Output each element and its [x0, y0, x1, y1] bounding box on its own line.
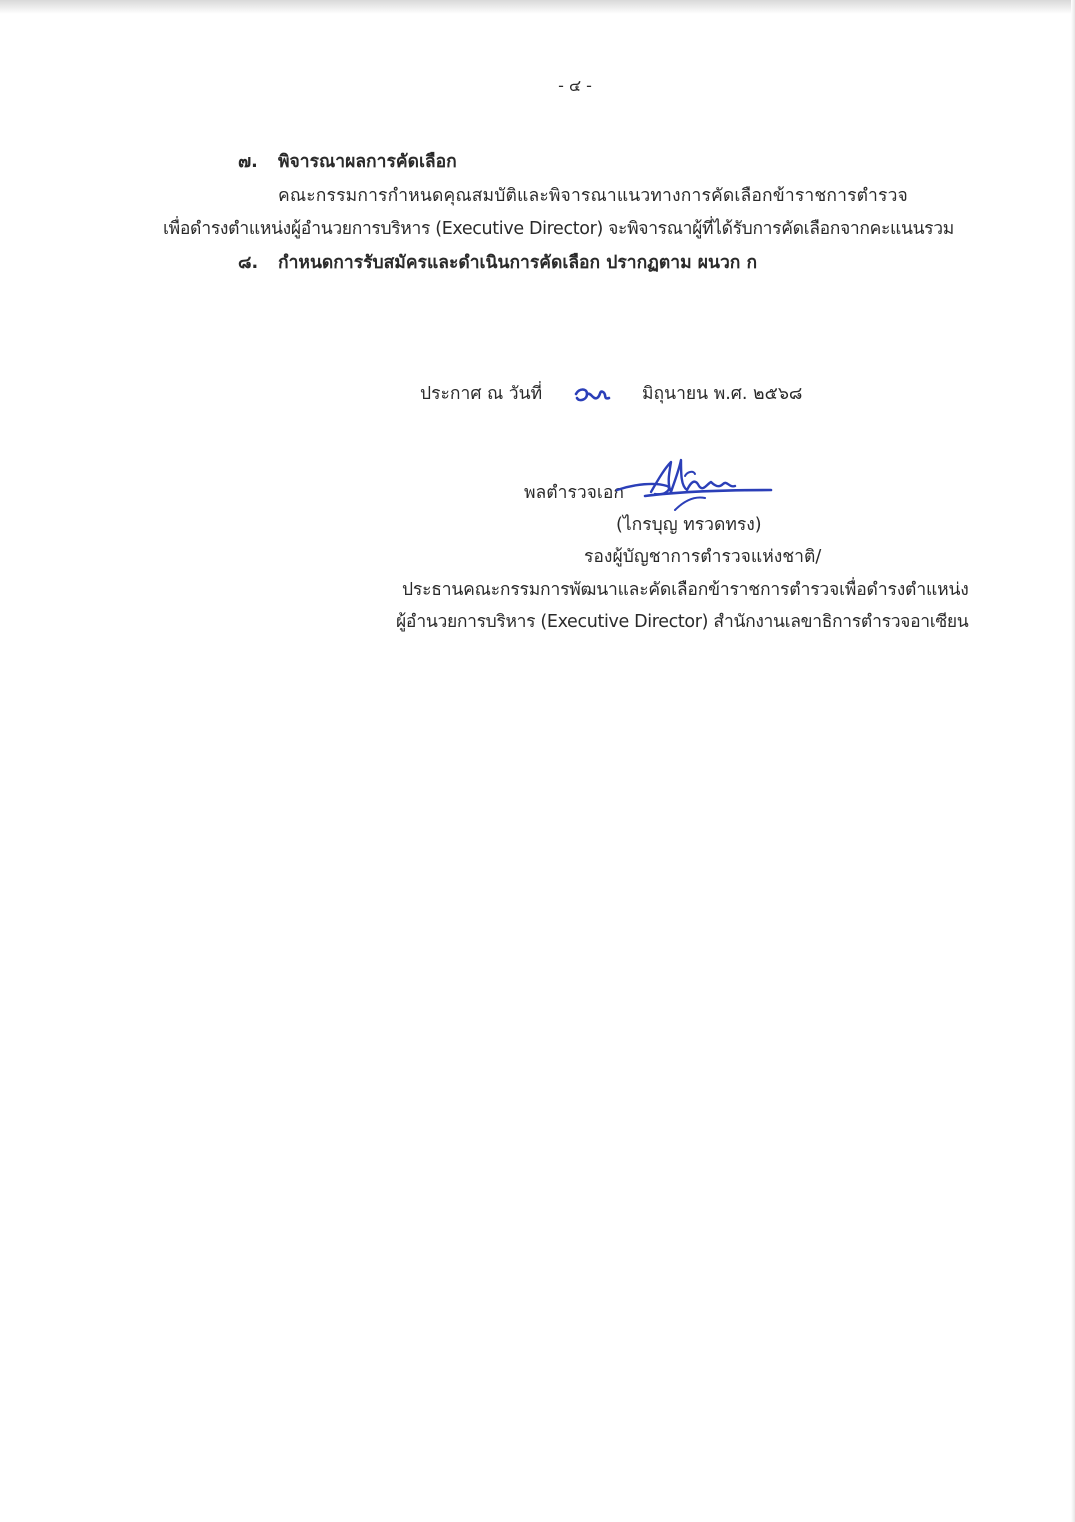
signer-name: (ไกรบุญ ทรวดทรง): [616, 515, 762, 535]
section-8-heading: [238, 251, 757, 275]
signature-icon: [615, 456, 773, 516]
announcement-month-year: มิถุนายน พ.ศ. ๒๕๖๘: [642, 384, 803, 404]
section-7-body-line-1: คณะกรรมการกำหนดคุณสมบัติและพิจารณาแนวทางการคัดเลือกข้าราชการตำรวจ: [278, 186, 908, 206]
handwritten-day-icon: [573, 384, 615, 408]
section-7-heading: [238, 150, 457, 174]
announcement-prefix: ประกาศ ณ วันที่: [420, 384, 543, 404]
section-7-body-line-2: เพื่อดำรงตำแหน่งผู้อำนวยการบริหาร (Executive Director) จะพิจารณาผู้ที่ได้รับการคัดเลือกจากคะแนนรวม: [163, 219, 954, 239]
signer-position-2: ประธานคณะกรรมการพัฒนาและคัดเลือกข้าราชการตำรวจเพื่อดำรงตำแหน่ง: [402, 580, 969, 600]
scan-top-edge: [0, 0, 1075, 14]
signature-scribble: [615, 456, 773, 516]
signer-position-3: ผู้อำนวยการบริหาร (Executive Director) สำนักงานเลขาธิการตำรวจอาเซียน: [396, 612, 969, 632]
signer-position-1: รองผู้บัญชาการตำรวจแห่งชาติ/: [584, 547, 822, 567]
section-8-number: ๘.: [238, 253, 259, 273]
section-7-title: พิจารณาผลการคัดเลือก: [278, 152, 457, 172]
section-7-number: ๗.: [238, 152, 258, 172]
section-8-title: กำหนดการรับสมัครและดำเนินการคัดเลือก ปรากฏตาม ผนวก ก: [278, 253, 758, 273]
scan-right-edge: [1071, 0, 1075, 1522]
page-number: - ๔ -: [558, 76, 592, 95]
signer-rank: พลตำรวจเอก: [524, 483, 625, 503]
handwritten-day: [573, 384, 615, 408]
